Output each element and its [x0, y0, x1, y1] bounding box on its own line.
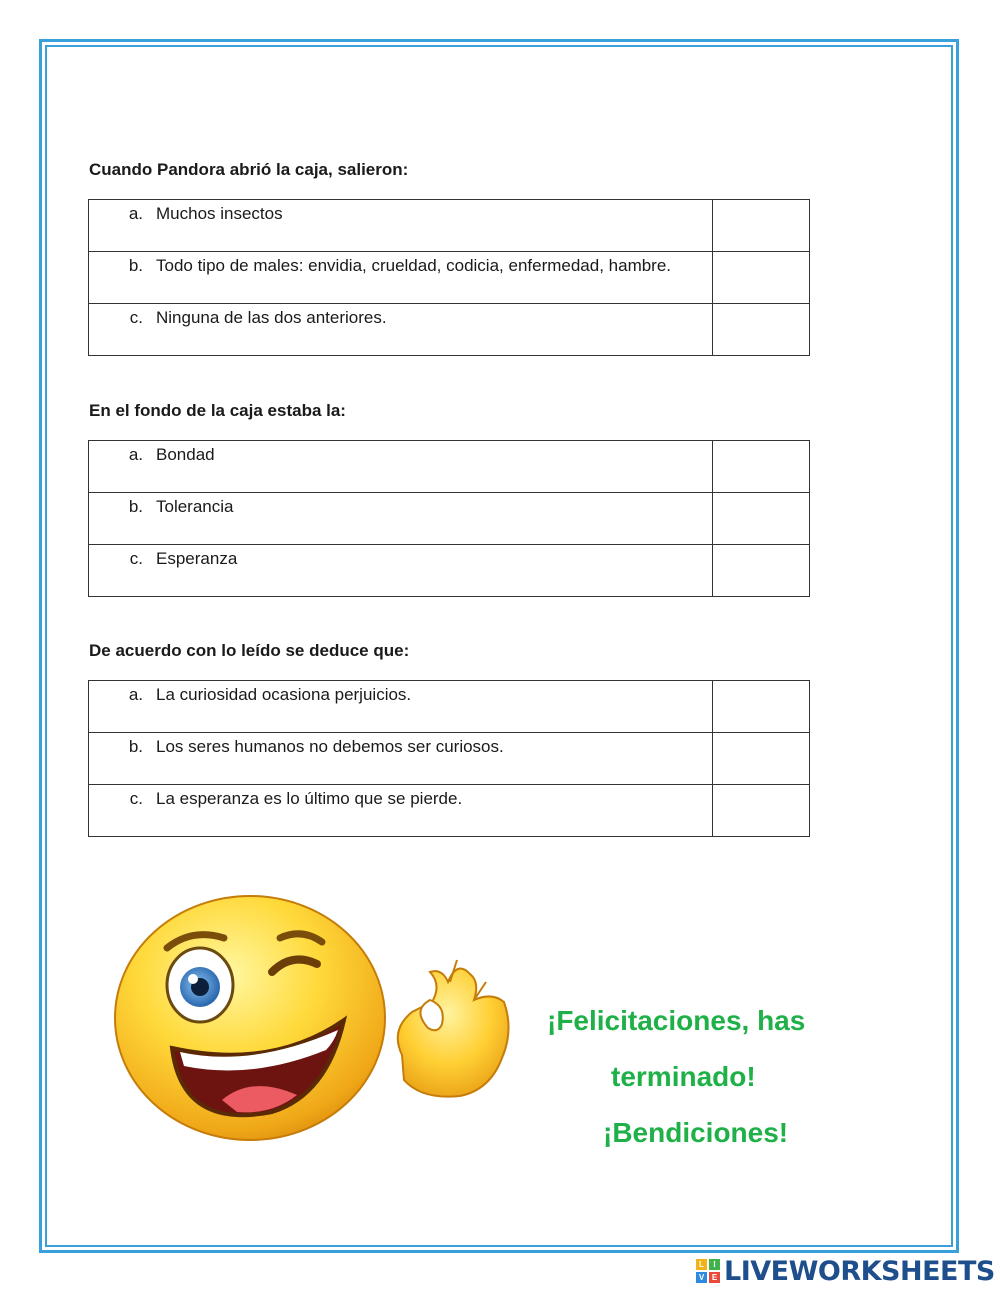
liveworksheets-logo: [696, 1255, 995, 1287]
option-letter: c.: [129, 308, 143, 327]
option-cell: [89, 304, 713, 356]
option-text: Todo tipo de males: envidia, crueldad, codicia, enfermedad, hambre.: [156, 256, 672, 275]
table-row: [89, 200, 810, 252]
option-cell: [89, 200, 713, 252]
table-row: [89, 304, 810, 356]
table-row: [89, 545, 810, 597]
question-3-options-table: [88, 680, 810, 837]
closing-line-2: terminado!: [611, 1061, 756, 1092]
option-text: La curiosidad ocasiona perjuicios.: [156, 685, 412, 704]
option-letter: a.: [128, 204, 143, 223]
question-1-prompt: Cuando Pandora abrió la caja, salieron:: [89, 160, 409, 179]
logo-cube: E: [709, 1272, 720, 1283]
question-3-prompt: De acuerdo con lo leído se deduce que:: [89, 641, 410, 660]
option-cell: [89, 545, 713, 597]
table-row: [89, 441, 810, 493]
closing-line-1: ¡Felicitaciones, has: [547, 1005, 806, 1036]
option-text: Bondad: [156, 445, 215, 464]
ok-hand-icon: [398, 960, 509, 1097]
table-row: [89, 681, 810, 733]
table-row: [89, 493, 810, 545]
question-1-options-table: [88, 199, 810, 356]
logo-cube: L: [696, 1259, 707, 1270]
question-2-options-table: [88, 440, 810, 597]
answer-box[interactable]: [713, 733, 810, 785]
option-cell: [89, 785, 713, 837]
answer-box[interactable]: [713, 200, 810, 252]
option-letter: c.: [129, 549, 143, 568]
option-letter: a.: [128, 685, 143, 704]
table-row: [89, 785, 810, 837]
option-cell: [89, 441, 713, 493]
option-cell: [89, 493, 713, 545]
option-letter: b.: [128, 256, 143, 275]
table-row: [89, 252, 810, 304]
answer-box[interactable]: [713, 441, 810, 493]
option-letter: b.: [128, 497, 143, 516]
question-2-prompt: En el fondo de la caja estaba la:: [89, 401, 346, 420]
answer-box[interactable]: [713, 252, 810, 304]
option-letter: b.: [128, 737, 143, 756]
option-cell: [89, 252, 713, 304]
option-cell: [89, 733, 713, 785]
table-row: [89, 733, 810, 785]
liveworksheets-logo-icon: [696, 1259, 720, 1283]
answer-box[interactable]: [713, 493, 810, 545]
logo-cube: V: [696, 1272, 707, 1283]
option-text: Tolerancia: [156, 497, 234, 516]
logo-cube: I: [709, 1259, 720, 1270]
option-text: Ninguna de las dos anteriores.: [156, 308, 387, 327]
option-text: Esperanza: [156, 549, 238, 568]
answer-box[interactable]: [713, 304, 810, 356]
closing-line-3: ¡Bendiciones!: [603, 1117, 789, 1148]
option-letter: c.: [129, 789, 143, 808]
answer-box[interactable]: [713, 785, 810, 837]
winking-smiley-ok-hand-icon: [112, 890, 522, 1150]
option-text: Los seres humanos no debemos ser curiosos.: [156, 737, 504, 756]
answer-box[interactable]: [713, 681, 810, 733]
option-text: La esperanza es lo último que se pierde.: [156, 789, 463, 808]
option-letter: a.: [128, 445, 143, 464]
logo-wordmark: LIVEWORKSHEETS: [724, 1255, 995, 1287]
option-text: Muchos insectos: [156, 204, 283, 223]
answer-box[interactable]: [713, 545, 810, 597]
option-cell: [89, 681, 713, 733]
